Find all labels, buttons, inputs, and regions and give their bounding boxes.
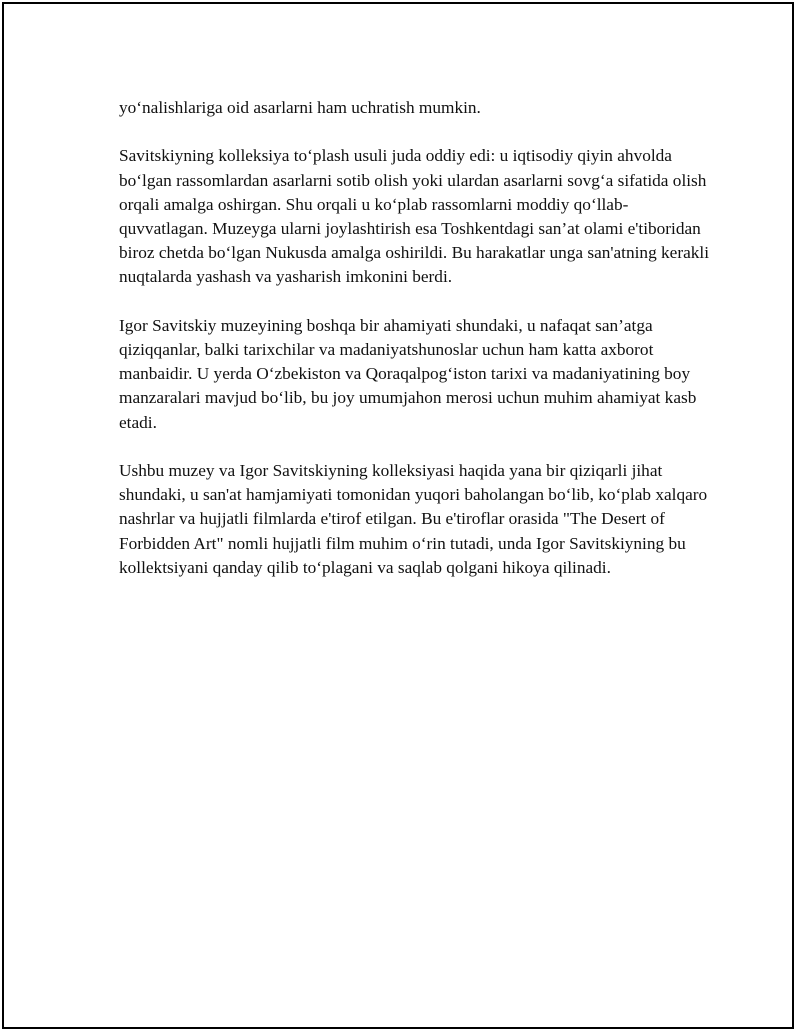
document-page: [2, 2, 794, 1029]
paragraph-3: Igor Savitskiy muzeyining boshqa bir ahamiyati shundaki, u nafaqat san’atga qiziqqanlar, balki tarixchilar va madaniyatshunoslar uchun ham katta axborot manbaidir. U yerda O‘zbekiston va Qoraqalpog‘iston tarixi va madaniyatining boy manzaralari mavjud bo‘lib, bu joy umumjahon merosi uchun muhim ahamiyat kasb etadi.: [119, 315, 697, 432]
document-body: [119, 96, 709, 604]
paragraph-1: yo‘nalishlariga oid asarlarni ham uchratish mumkin.: [119, 98, 481, 117]
paragraph-4: Ushbu muzey va Igor Savitskiyning kolleksiyasi haqida yana bir qiziqarli jihat shundaki, u san'at hamjamiyati tomonidan yuqori baholangan bo‘lib, ko‘plab xalqaro nashrlar va hujjatli filmlarda e'tirof etilgan. Bu e'tiroflar orasida "The Desert of Forbidden Art" nomli hujjatli film muhim o‘rin tutadi, unda Igor Savitskiyning bu kollektsiyani qanday qilib to‘plagani va saqlab qolgani hikoya qilinadi.: [119, 461, 708, 577]
paragraph-2: Savitskiyning kolleksiya to‘plash usuli juda oddiy edi: u iqtisodiy qiyin ahvolda bo‘lgan rassomlardan asarlarni sotib olish yoki ulardan asarlarni sovg‘a sifatida olish orqali amalga oshirgan. Shu orqali u ko‘plab rassomlarni moddiy qo‘llab-quvvatlagan. Muzeyga ularni joylashtirish esa Toshkentdagi san’at olami e'tiboridan biroz chetda bo‘lgan Nukusda amalga oshirildi. Bu harakatlar unga san'atning kerakli nuqtalarda yashash va yasharish imkonini berdi.: [119, 146, 710, 287]
